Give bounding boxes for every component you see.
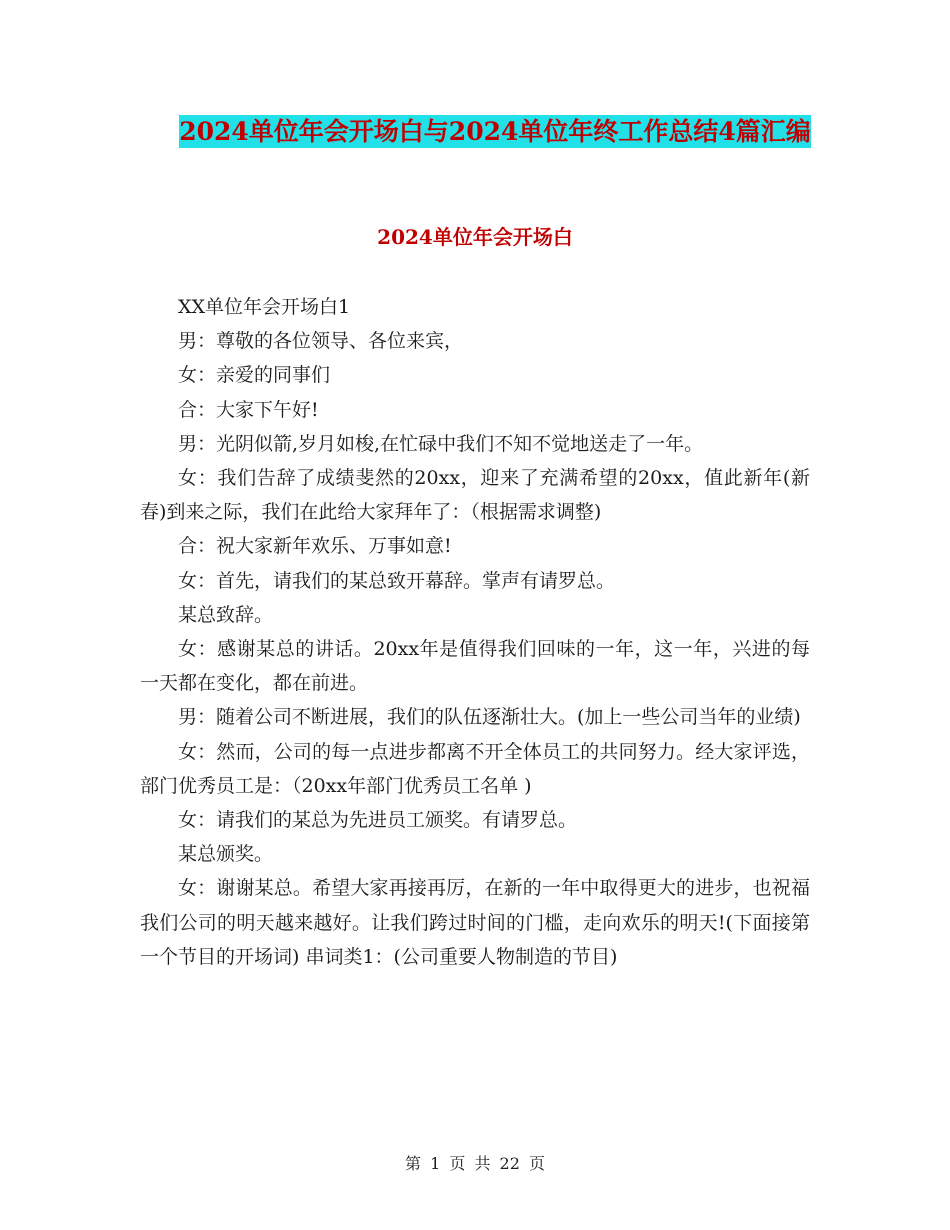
paragraph: 女：然而，公司的每一点进步都离不开全体员工的共同努力。经大家评选，部门优秀员工是：（20xx年部门优秀员工名单 ) (140, 740, 810, 797)
paragraph: XX单位年会开场白1 (178, 296, 351, 318)
document-title-text: 2024单位年会开场白与2024单位年终工作总结4篇汇编 (179, 117, 811, 146)
paragraph: 某总颁奖。 (178, 843, 274, 866)
paragraph: 女：首先，请我们的某总致开幕辞。掌声有请罗总。 (178, 569, 616, 592)
paragraph: 合：大家下午好! (178, 398, 319, 421)
paragraph: 男：随着公司不断进展，我们的队伍逐渐壮大。(加上一些公司当年的业绩) (178, 706, 801, 729)
paragraph: 女：请我们的某总为先进员工颁奖。有请罗总。 (178, 809, 578, 832)
document-body (140, 290, 810, 974)
document-title (140, 110, 850, 154)
paragraph: 女：亲爱的同事们 (178, 364, 331, 387)
paragraph: 男：光阴似箭,岁月如梭,在忙碌中我们不知不觉地送走了一年。 (178, 432, 704, 455)
page-number: 第 1 页 共 22 页 (405, 1154, 545, 1173)
paragraph: 女：谢谢某总。希望大家再接再厉，在新的一年中取得更大的进步，也祝福我们公司的明天越来越好。让我们跨过时间的门槛，走向欢乐的明天!(下面接第一个节目的开场词) 串词类1：(公司重要人物制造的节目) (140, 877, 810, 968)
paragraph: 合：祝大家新年欢乐、万事如意! (178, 535, 452, 558)
section-heading: 2024单位年会开场白 (377, 225, 573, 249)
paragraph: 男：尊敬的各位领导、各位来宾， (178, 330, 464, 353)
paragraph: 某总致辞。 (178, 603, 274, 626)
paragraph: 女：我们告辞了成绩斐然的20xx，迎来了充满希望的20xx，值此新年(新春)到来之际，我们在此给大家拜年了：（根据需求调整) (140, 467, 810, 524)
paragraph: 女：感谢某总的讲话。20xx年是值得我们回味的一年，这一年，兴进的每一天都在变化，都在前进。 (140, 638, 810, 695)
